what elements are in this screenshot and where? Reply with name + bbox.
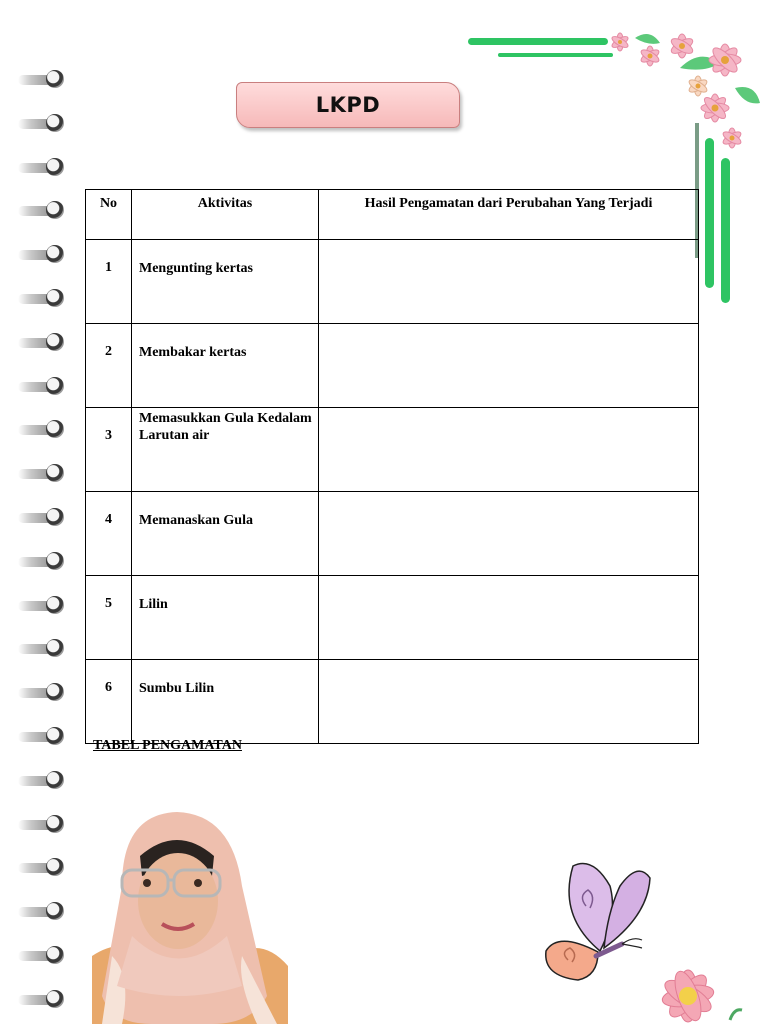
table-header-row — [86, 190, 699, 240]
spiral-ring — [18, 902, 68, 922]
spiral-ring — [18, 377, 68, 397]
spiral-ring — [18, 990, 68, 1010]
flower-icon — [634, 950, 746, 1024]
spiral-ring — [18, 727, 68, 747]
table-row — [86, 408, 699, 492]
spiral-ring — [18, 333, 68, 353]
row-result-cell[interactable] — [319, 660, 699, 744]
row-result-cell[interactable] — [319, 240, 699, 324]
spiral-ring — [18, 70, 68, 90]
table-caption: TABEL PENGAMATAN — [93, 738, 242, 753]
row-activity: Memanaskan Gula — [132, 492, 319, 576]
header-result: Hasil Pengamatan dari Perubahan Yang Terjadi — [319, 190, 699, 240]
spiral-ring — [18, 946, 68, 966]
spiral-ring — [18, 815, 68, 835]
spiral-ring — [18, 289, 68, 309]
title-banner — [236, 82, 460, 128]
row-activity: Membakar kertas — [132, 324, 319, 408]
row-activity: Lilin — [132, 576, 319, 660]
spiral-ring — [18, 114, 68, 134]
row-number: 3 — [86, 408, 132, 492]
row-number: 4 — [86, 492, 132, 576]
spiral-ring — [18, 464, 68, 484]
row-activity: Memasukkan Gula Kedalam Larutan air — [132, 408, 319, 492]
header-activity: Aktivitas — [132, 190, 319, 240]
spiral-binding — [0, 70, 80, 1020]
spiral-ring — [18, 771, 68, 791]
row-number: 5 — [86, 576, 132, 660]
table-row — [86, 324, 699, 408]
spiral-ring — [18, 639, 68, 659]
row-number: 2 — [86, 324, 132, 408]
table-row — [86, 492, 699, 576]
spiral-ring — [18, 420, 68, 440]
page-title: LKPD — [315, 93, 381, 117]
spiral-ring — [18, 858, 68, 878]
table-row — [86, 660, 699, 744]
portrait-photo — [92, 806, 288, 1024]
spiral-ring — [18, 201, 68, 221]
spiral-ring — [18, 245, 68, 265]
row-number: 1 — [86, 240, 132, 324]
spiral-ring — [18, 552, 68, 572]
row-activity: Mengunting kertas — [132, 240, 319, 324]
header-no: No — [86, 190, 132, 240]
spiral-ring — [18, 158, 68, 178]
spiral-ring — [18, 683, 68, 703]
table-row — [86, 240, 699, 324]
row-result-cell[interactable] — [319, 492, 699, 576]
row-number: 6 — [86, 660, 132, 744]
row-activity: Sumbu Lilin — [132, 660, 319, 744]
row-result-cell[interactable] — [319, 324, 699, 408]
spiral-ring — [18, 596, 68, 616]
spiral-ring — [18, 508, 68, 528]
row-result-cell[interactable] — [319, 576, 699, 660]
table-row — [86, 576, 699, 660]
row-result-cell[interactable] — [319, 408, 699, 492]
observation-table — [85, 189, 699, 744]
